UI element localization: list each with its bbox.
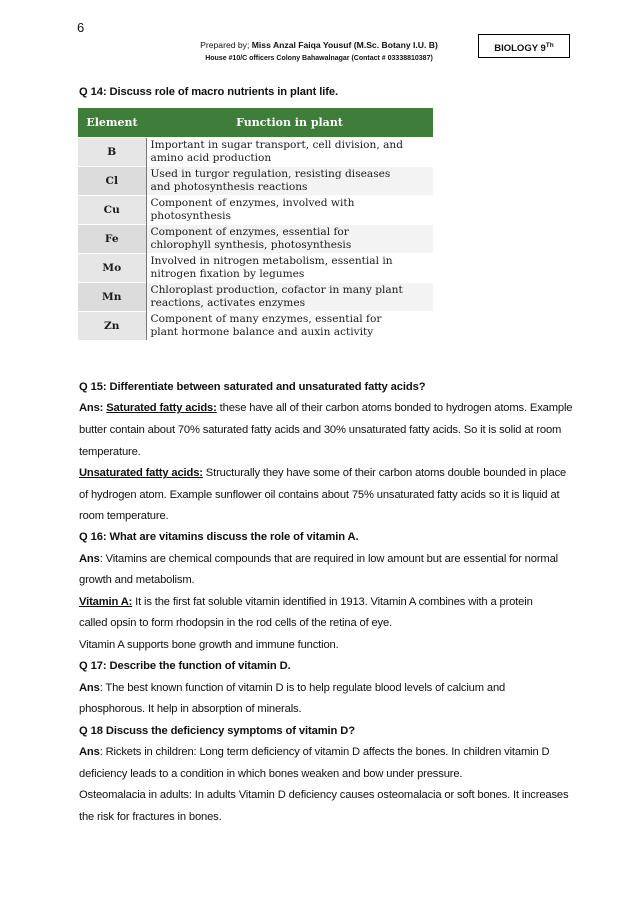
function-line: Component of enzymes, essential for	[150, 226, 349, 238]
q15-answer-line	[79, 467, 566, 479]
answer-text: It is the first fat soluble vitamin identified in 1913. Vitamin A combines with a protein	[132, 596, 533, 608]
q16-answer-line: called opsin to form rhodopsin in the rod cells of the retina of eye.	[79, 617, 393, 629]
q15-answer-line: room temperature.	[79, 510, 169, 522]
table-row	[78, 312, 433, 341]
answer-text: : Rickets in children: Long term deficiency of vitamin D affects the bones. In children vitamin D	[99, 746, 550, 758]
table-cell-function	[146, 312, 433, 341]
header-address: House #10/C officers Colony Bahawalnagar (Contact # 03338810387)	[205, 55, 433, 62]
answer-text: : Vitamins are chemical compounds that are required in low amount but are essential for normal	[99, 553, 558, 565]
table-row	[78, 167, 433, 196]
q14-question: Q 14: Discuss role of macro nutrients in plant life.	[79, 86, 339, 98]
table-cell-function	[146, 196, 433, 225]
answer-text: : The best known function of vitamin D is to help regulate blood levels of calcium and	[99, 682, 506, 694]
q15-answer-line: of hydrogen atom. Example sunflower oil contains about 75% unsaturated fatty acids so it is liquid at	[79, 489, 560, 501]
q18-answer-line: the risk for fractures in bones.	[79, 811, 222, 823]
table-header-row	[78, 108, 433, 138]
function-line: plant hormone balance and auxin activity	[150, 326, 374, 338]
table-row	[78, 196, 433, 225]
function-line: and photosynthesis reactions	[150, 181, 308, 193]
function-line: reactions, activates enzymes	[150, 297, 306, 309]
function-line: Used in turgor regulation, resisting diseases	[150, 168, 391, 180]
subject-sup: Th	[545, 42, 554, 49]
function-line: Chloroplast production, cofactor in many plant	[150, 284, 403, 296]
q16-answer-line: growth and metabolism.	[79, 574, 195, 586]
function-line: Important in sugar transport, cell division, and	[150, 139, 404, 151]
q18-answer-line	[79, 746, 549, 758]
q18-answer-line: Osteomalacia in adults: In adults Vitamin D deficiency causes osteomalacia or soft bones. It increases	[79, 789, 569, 801]
q15-answer-line	[79, 402, 572, 414]
q17-question: Q 17: Describe the function of vitamin D.	[79, 660, 291, 672]
prepared-by-prefix: Prepared by;	[200, 40, 250, 50]
ans-label: Ans	[79, 553, 100, 565]
q17-answer-line	[79, 682, 505, 694]
function-line: Component of enzymes, involved with	[150, 197, 355, 209]
ans-label: Ans	[79, 746, 100, 758]
q16-answer-line: Vitamin A supports bone growth and immune function.	[79, 639, 339, 651]
table-cell-element: Zn	[78, 312, 146, 341]
vitamin-a-label: Vitamin A:	[79, 596, 133, 608]
table-cell-element: Cu	[78, 196, 146, 225]
function-line: photosynthesis	[150, 210, 231, 222]
saturated-label: Saturated fatty acids:	[106, 402, 217, 414]
table-cell-function	[146, 283, 433, 312]
q15-answer-line: temperature.	[79, 446, 141, 458]
q16-answer-line	[79, 553, 558, 565]
unsaturated-label: Unsaturated fatty acids:	[79, 467, 203, 479]
table-cell-element: Cl	[78, 167, 146, 196]
q15-answer-line: butter contain about 70% saturated fatty acids and 30% unsaturated fatty acids. So it is solid at room	[79, 424, 562, 436]
table-header-function: Function in plant	[146, 108, 433, 138]
function-line: Involved in nitrogen metabolism, essential in	[150, 255, 393, 267]
ans-label: Ans:	[79, 402, 104, 414]
table-header-element: Element	[78, 108, 146, 138]
table-cell-element: Mn	[78, 283, 146, 312]
table-cell-function	[146, 225, 433, 254]
function-line: amino acid production	[150, 152, 272, 164]
table-row	[78, 138, 433, 167]
table-cell-function	[146, 138, 433, 167]
function-line: chlorophyll synthesis, photosynthesis	[150, 239, 352, 251]
nutrient-table	[78, 108, 433, 340]
page-number: 6	[77, 20, 85, 35]
table-cell-element: Mo	[78, 254, 146, 283]
function-line: Component of many enzymes, essential for	[150, 313, 382, 325]
q18-question: Q 18 Discuss the deficiency symptoms of vitamin D?	[79, 725, 356, 737]
table-row	[78, 283, 433, 312]
answer-text: Structurally they have some of their carbon atoms double bounded in place	[202, 467, 567, 479]
table-cell-function	[146, 254, 433, 283]
table-row	[78, 225, 433, 254]
subject-box	[478, 34, 570, 58]
q15-question: Q 15: Differentiate between saturated and unsaturated fatty acids?	[79, 381, 426, 393]
q16-question: Q 16: What are vitamins discuss the role of vitamin A.	[79, 531, 359, 543]
table-cell-element: Fe	[78, 225, 146, 254]
ans-label: Ans	[79, 682, 100, 694]
author-name: Miss Anzal Faiqa Yousuf (M.Sc. Botany I.U. B)	[251, 40, 438, 50]
table-row	[78, 254, 433, 283]
q17-answer-line: phosphorous. It help in absorption of minerals.	[79, 703, 302, 715]
q16-answer-line	[79, 596, 533, 608]
table-cell-function	[146, 167, 433, 196]
subject-label: BIOLOGY 9	[494, 43, 546, 55]
function-line: nitrogen fixation by legumes	[150, 268, 305, 280]
answer-text: these have all of their carbon atoms bonded to hydrogen atoms. Example	[216, 402, 573, 414]
table-cell-element: B	[78, 138, 146, 167]
q18-answer-line: deficiency leads to a condition in which bones weaken and bow under pressure.	[79, 768, 463, 780]
